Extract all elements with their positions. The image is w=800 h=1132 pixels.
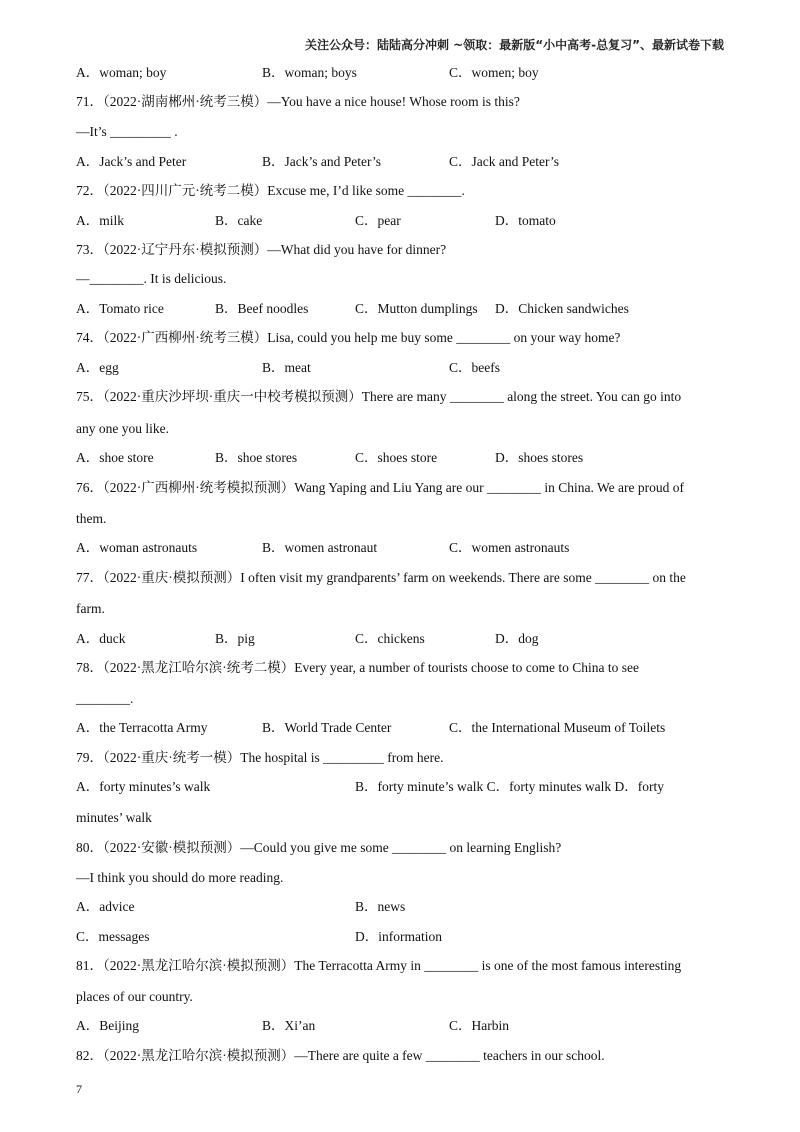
answer-option: A．shoe store [76,450,154,465]
answer-option: B．Xi’an [262,1018,316,1033]
answer-option: B．forty minute’s walk C．forty minutes walk D．forty [355,779,664,794]
question-line: 81．（2022·黑龙江哈尔滨·模拟预测）The Terracotta Army in ________ is one of the most famous interesting [76,958,682,973]
page-header: 关注公众号：陆陆高分冲刺 ~领取：最新版“小中高考-总复习”、最新试卷下载 [305,38,724,52]
answer-option: D．Chicken sandwiches [495,301,629,316]
question-line: 80．（2022·安徽·模拟预测）—Could you give me some ________ on learning English? [76,840,562,855]
answer-option: B．woman; boys [262,65,357,80]
answer-option: D．shoes stores [495,450,584,465]
answer-option: C．women; boy [449,65,539,80]
answer-option: A．Tomato rice [76,301,164,316]
answer-option: B．Beef noodles [215,301,309,316]
question-line: 76．（2022·广西柳州·统考模拟预测）Wang Yaping and Liu Yang are our ________ in China. We are proud of [76,480,685,495]
answer-option: C．shoes store [355,450,438,465]
answer-option: C．the International Museum of Toilets [449,720,666,735]
question-line: —It’s _________ . [76,124,178,139]
answer-option: A．egg [76,360,119,375]
answer-option: C．chickens [355,631,425,646]
question-line: 71．（2022·湖南郴州·统考三模）—You have a nice house! Whose room is this? [76,94,520,109]
answer-option: A．Beijing [76,1018,139,1033]
answer-option: C．women astronauts [449,540,570,555]
question-line: 74．（2022·广西柳州·统考三模）Lisa, could you help me buy some ________ on your way home? [76,330,621,345]
answer-option: A．forty minutes’s walk [76,779,211,794]
answer-option: B．Jack’s and Peter’s [262,154,381,169]
answer-option: A．milk [76,213,125,228]
answer-option: C．beefs [449,360,500,375]
question-line: places of our country. [76,989,193,1004]
answer-option: B．women astronaut [262,540,378,555]
answer-option: C．Harbin [449,1018,509,1033]
answer-option: B．pig [215,631,255,646]
answer-option: A．woman astronauts [76,540,198,555]
question-line: 75．（2022·重庆沙坪坝·重庆一中校考模拟预测）There are many ________ along the street. You can go into [76,389,682,404]
answer-option: A．Jack’s and Peter [76,154,187,169]
answer-option: D．tomato [495,213,556,228]
question-line: 79．（2022·重庆·统考一模）The hospital is _________ from here. [76,750,444,765]
question-line: ________. [76,691,134,706]
answer-option: C．messages [76,929,150,944]
answer-option: A．duck [76,631,126,646]
answer-option: C．Mutton dumplings [355,301,478,316]
question-line: 73．（2022·辽宁丹东·模拟预测）—What did you have for dinner? [76,242,447,257]
answer-option: C．Jack and Peter’s [449,154,559,169]
question-line: them. [76,511,107,526]
answer-option: A．advice [76,899,135,914]
answer-option: B．meat [262,360,311,375]
question-line: farm. [76,601,105,616]
question-line: 82．（2022·黑龙江哈尔滨·模拟预测）—There are quite a few ________ teachers in our school. [76,1048,605,1063]
answer-option: B．news [355,899,406,914]
answer-option: A．woman; boy [76,65,167,80]
question-line: any one you like. [76,421,169,436]
answer-option: D．dog [495,631,539,646]
page-number: 7 [76,1082,82,1096]
question-line: minutes’ walk [76,810,152,825]
answer-option: B．World Trade Center [262,720,392,735]
question-line: —I think you should do more reading. [76,870,284,885]
answer-option: A．the Terracotta Army [76,720,208,735]
question-line: —________. It is delicious. [76,271,227,286]
answer-option: B．cake [215,213,263,228]
question-line: 78．（2022·黑龙江哈尔滨·统考二模）Every year, a number of tourists choose to come to China to see [76,660,639,675]
answer-option: C．pear [355,213,401,228]
answer-option: B．shoe stores [215,450,298,465]
question-line: 77．（2022·重庆·模拟预测）I often visit my grandparents’ farm on weekends. There are some ________ on the [76,570,686,585]
answer-option: D．information [355,929,442,944]
question-line: 72．（2022·四川广元·统考二模）Excuse me, I’d like some ________. [76,183,465,198]
